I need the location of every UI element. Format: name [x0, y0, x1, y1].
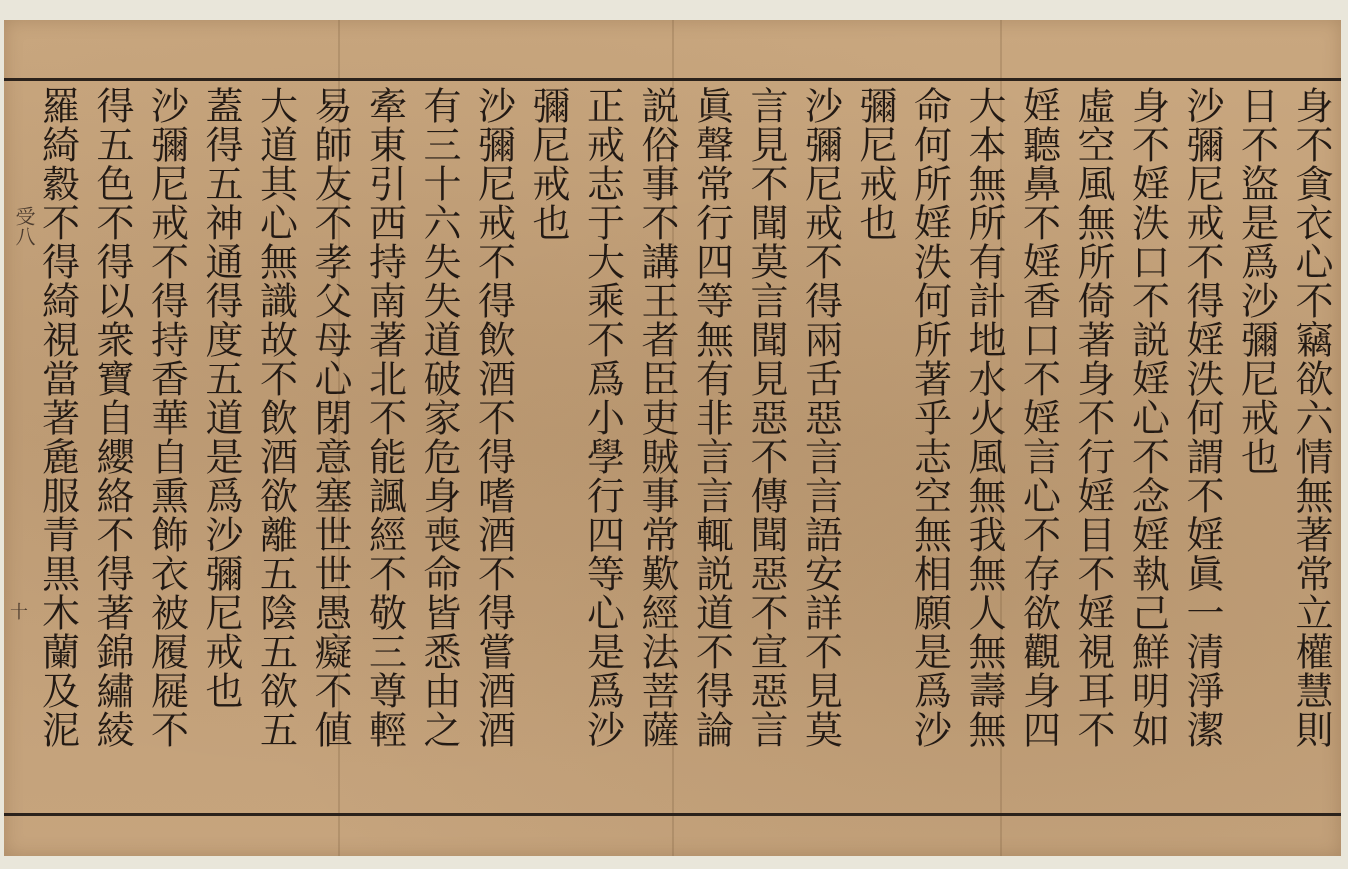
- text-column: 沙彌尼戒不得飲酒不得嗜酒不得嘗酒酒: [471, 86, 516, 749]
- text-column: 彌尼戒也: [526, 86, 570, 242]
- margin-note: 受八: [12, 206, 36, 246]
- text-column: 牽東引西持南著北不能諷經不敬三尊輕: [362, 86, 407, 749]
- text-column: 沙彌尼戒不得兩舌惡言言語安詳不見莫: [798, 86, 843, 749]
- text-column: 有三十六失失道破家危身喪命皆悉由之: [417, 86, 461, 749]
- text-column: 大道其心無識故不飲酒欲離五陰五欲五: [253, 86, 298, 749]
- text-column: 説俗事不講王者臣吏賊事常歎經法菩薩: [635, 86, 679, 749]
- top-border-rule: [4, 78, 1341, 81]
- text-column: 身不貪衣心不竊欲六情無著常立權慧則: [1289, 86, 1333, 749]
- text-column: 沙彌尼戒不得婬泆何謂不婬眞一清淨潔: [1180, 86, 1224, 749]
- text-column: 命何所婬泆何所著乎志空無相願是爲沙: [907, 86, 952, 749]
- text-column: 大本無所有計地水火風無我無人無壽無: [962, 86, 1006, 749]
- text-column: 得五色不得以衆寶自纓絡不得著錦繡綾: [90, 86, 134, 749]
- text-column: 眞聲常行四等無有非言言輒説道不得論: [689, 86, 734, 749]
- text-column: 彌尼戒也: [853, 86, 897, 242]
- text-column: 身不婬泆口不説婬心不念婬執己鮮明如: [1125, 86, 1170, 749]
- text-column: 羅綺縠不得綺視當著麁服青黒木蘭及泥: [35, 86, 80, 749]
- text-column: 婬聽鼻不婬香口不婬言心不存欲觀身四: [1016, 86, 1061, 749]
- text-column: 正戒志于大乘不爲小學行四等心是爲沙: [580, 86, 625, 749]
- text-column: 言見不聞莫言聞見惡不傳聞惡不宣惡言: [744, 86, 788, 749]
- text-column: 虛空風無所倚著身不行婬目不婬視耳不: [1071, 86, 1115, 749]
- text-column: 沙彌尼戒不得持香華自熏飾衣被履屣不: [144, 86, 189, 749]
- text-column: 日不盜是爲沙彌尼戒也: [1234, 86, 1279, 476]
- text-column: 蓋得五神通得度五道是爲沙彌尼戒也: [199, 86, 243, 710]
- folio-number: 十: [10, 602, 28, 623]
- paper-sheet: [4, 20, 1341, 856]
- text-column: 易師友不孝父母心閉意塞世世愚癡不値: [308, 86, 352, 749]
